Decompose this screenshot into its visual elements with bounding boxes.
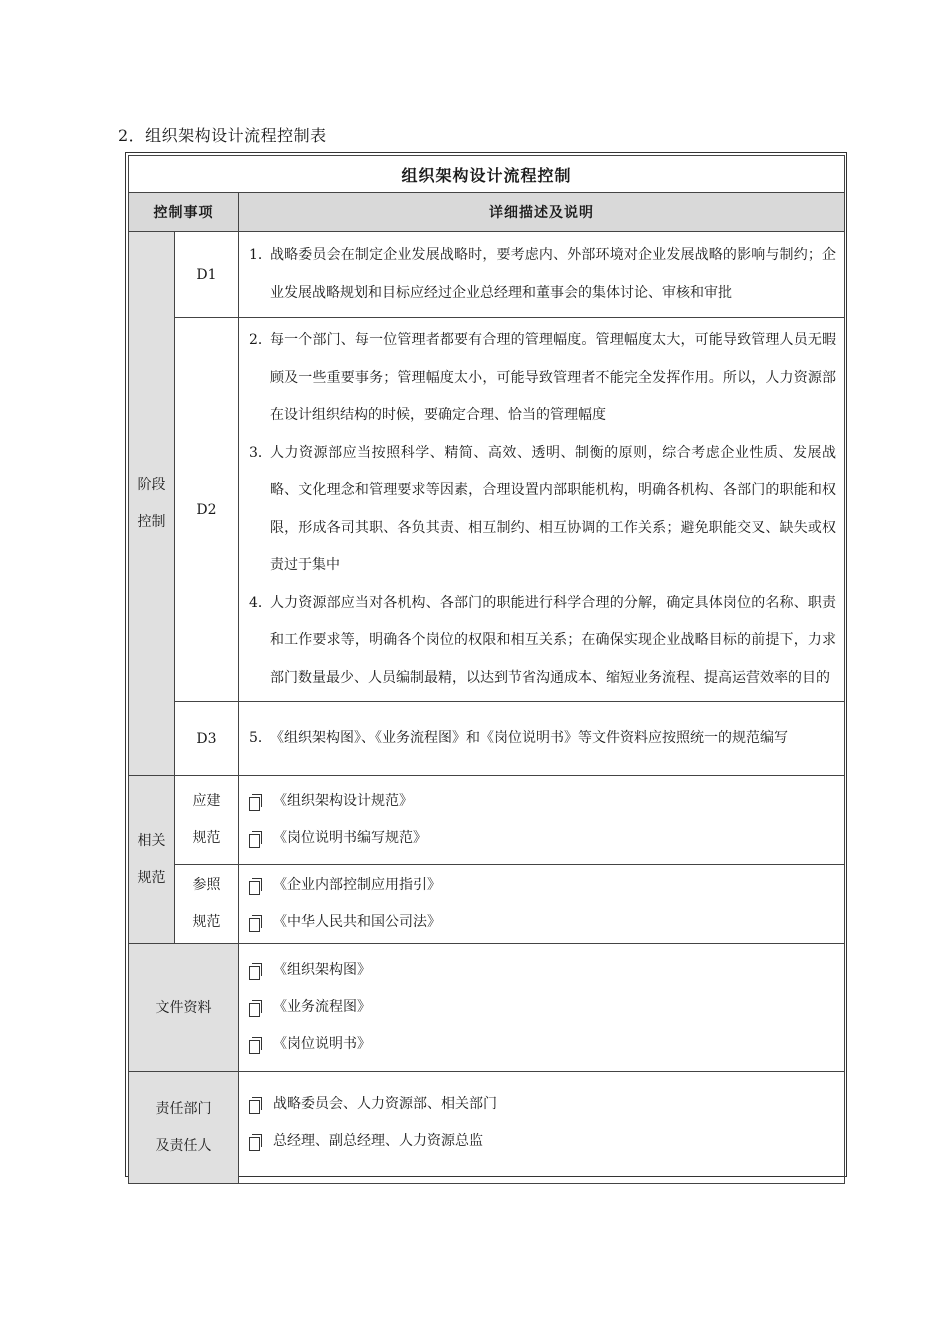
item-number: 5． (249, 729, 272, 746)
desc-item (249, 585, 836, 698)
stage-desc-d3 (239, 702, 845, 776)
item-number: 1． (249, 247, 272, 263)
norms-label-line2: 规范 (137, 869, 166, 886)
desc-item (249, 435, 836, 585)
files-row (129, 944, 845, 1072)
norms-build-row (129, 776, 845, 865)
doc-title: 《组织架构设计规范》 (273, 793, 413, 809)
stage-row-d2 (129, 318, 845, 702)
stage-desc-d2 (239, 318, 845, 702)
column-header-control: 控制事项 (129, 193, 239, 232)
document-icon (249, 794, 263, 810)
document-icon (249, 963, 263, 979)
reference-norms-docs (239, 865, 845, 944)
norms-label-line1: 相关 (137, 832, 166, 849)
list-item (249, 904, 836, 941)
responsible-row (129, 1072, 845, 1184)
responsible-label-line2: 及责任人 (155, 1137, 212, 1154)
norms-ref-row (129, 865, 845, 944)
header-row (129, 193, 845, 232)
stage-code-d1: D1 (175, 232, 239, 318)
document-icon (249, 1134, 263, 1150)
item-number: 4． (249, 594, 272, 611)
related-norms-label (129, 776, 175, 944)
item-text: 人力资源部应当按照科学、精简、高效、透明、制衡的原则，综合考虑企业性质、发展战略、文化理念和管理要求等因素，合理设置内部职能机构，明确各机构、各部门的职能和权限，形成各司其职、各负其责、相互制约、相互协调的工作关系；避免职能交叉、缺失或权责过于集中 (270, 444, 837, 573)
item-text: 战略委员会在制定企业发展战略时，要考虑内、外部环境对企业发展战略的影响与制约；企业发展战略规划和目标应经过企业总经理和董事会的集体讨论、审核和审批 (270, 247, 837, 301)
doc-title: 《组织架构图》 (273, 962, 371, 978)
responsible-label (129, 1072, 239, 1184)
build-norms-docs (239, 776, 845, 865)
ref-label-line2: 规范 (192, 914, 221, 930)
stage-code-d2: D2 (175, 318, 239, 702)
doc-title: 《岗位说明书编写规范》 (273, 830, 427, 846)
table-title: 组织架构设计流程控制 (129, 156, 845, 193)
responsible-label-line1: 责任部门 (155, 1100, 212, 1117)
stage-code-d3: D3 (175, 702, 239, 776)
files-docs (239, 944, 845, 1072)
stage-control-label (129, 232, 175, 776)
build-label-line2: 规范 (192, 830, 221, 846)
desc-item (249, 720, 836, 758)
item-text: 《组织架构图》、《业务流程图》和《岗位说明书》等文件资料应按照统一的规范编写 (270, 729, 788, 746)
list-item (249, 820, 836, 857)
doc-title: 《企业内部控制应用指引》 (273, 877, 441, 893)
list-item (249, 989, 836, 1026)
build-label-line1: 应建 (192, 793, 221, 809)
item-number: 2． (249, 332, 272, 348)
list-item (249, 1026, 836, 1063)
doc-title: 《岗位说明书》 (273, 1036, 371, 1052)
stage-label-line1: 阶段 (137, 476, 166, 493)
list-item (249, 867, 836, 904)
item-number: 3． (249, 444, 272, 461)
stage-row-d1 (129, 232, 845, 318)
desc-item (249, 237, 836, 312)
build-norms-label (175, 776, 239, 865)
document-icon (249, 915, 263, 931)
stage-row-d3 (129, 702, 845, 776)
list-item (249, 1123, 836, 1160)
doc-title: 《业务流程图》 (273, 999, 371, 1015)
document-icon (249, 1000, 263, 1016)
doc-title: 《中华人民共和国公司法》 (273, 914, 441, 930)
list-item (249, 783, 836, 820)
responsible-text: 总经理、副总经理、人力资源总监 (273, 1133, 483, 1149)
document-icon (249, 878, 263, 894)
column-header-detail: 详细描述及说明 (239, 193, 845, 232)
section-heading: 2．组织架构设计流程控制表 (118, 126, 327, 145)
item-text: 每一个部门、每一位管理者都要有合理的管理幅度。管理幅度太大，可能导致管理人员无暇顾及一些重要事务；管理幅度太小，可能导致管理者不能完全发挥作用。所以，人力资源部在设计组织结构的时候，要确定合理、恰当的管理幅度 (270, 332, 837, 423)
desc-item (249, 322, 836, 435)
title-row (129, 156, 845, 193)
document-icon (249, 831, 263, 847)
document-icon (249, 1097, 263, 1113)
reference-norms-label (175, 865, 239, 944)
responsible-docs (239, 1072, 845, 1184)
responsible-text: 战略委员会、人力资源部、相关部门 (273, 1096, 497, 1112)
stage-desc-d1 (239, 232, 845, 318)
ref-label-line1: 参照 (192, 877, 221, 893)
list-item (249, 952, 836, 989)
document-icon (249, 1037, 263, 1053)
stage-label-line2: 控制 (137, 513, 166, 530)
item-text: 人力资源部应当对各机构、各部门的职能进行科学合理的分解，确定具体岗位的名称、职责和工作要求等，明确各个岗位的权限和相互关系；在确保实现企业战略目标的前提下，力求部门数量最少、人员编制最精，以达到节省沟通成本、缩短业务流程、提高运营效率的目的 (270, 594, 837, 686)
control-table (128, 155, 845, 1184)
list-item (249, 1086, 836, 1123)
files-label: 文件资料 (129, 944, 239, 1072)
